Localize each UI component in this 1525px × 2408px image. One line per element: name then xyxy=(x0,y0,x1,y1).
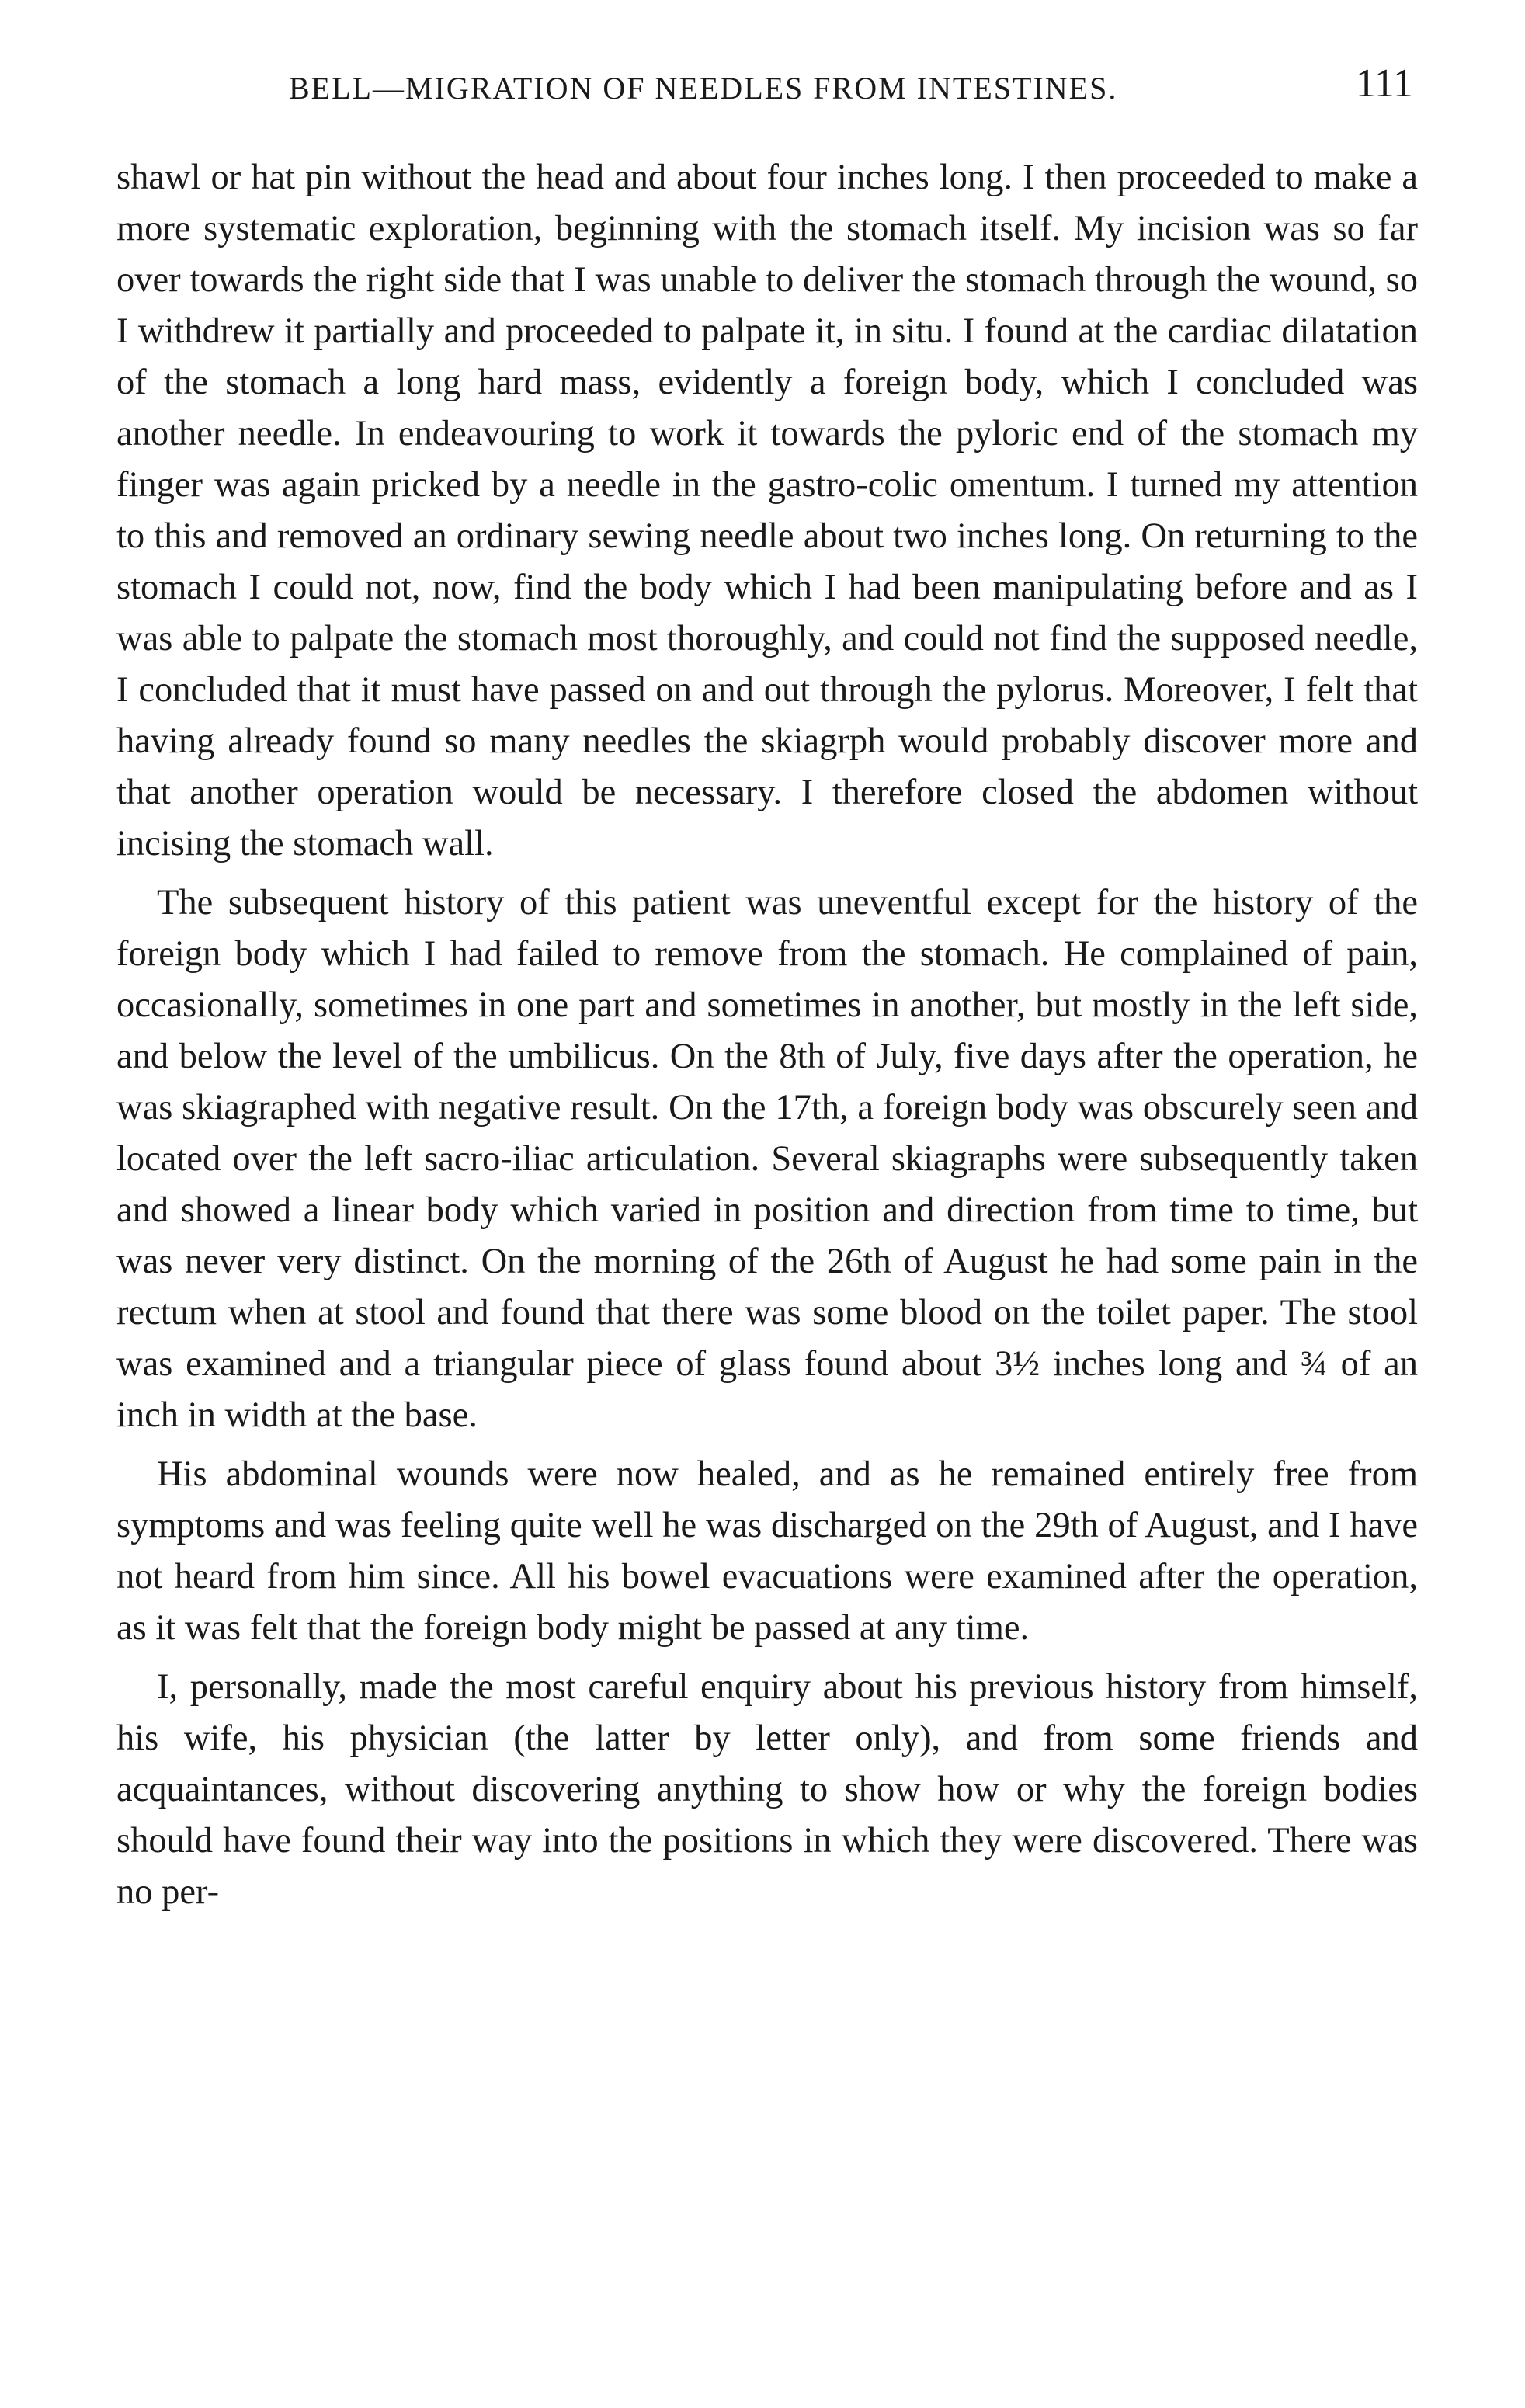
page-header xyxy=(155,61,1413,123)
paragraph-continued: shawl or hat pin without the head and about four inches long. I then proceeded to make a more systematic exploration, beginning with the stomach itself. My incision was so far over towards the right side that I was unable to deliver the stomach through the wound, so I withdrew it partially and proceeded to palpate it, in situ. I found at the cardiac dilatation of the stomach a long hard mass, evidently a foreign body, which I concluded was another needle. In endeavouring to work it towards the pyloric end of the stomach my finger was again pricked by a needle in the gastro-colic omentum. I turned my attention to this and removed an ordinary sewing needle about two inches long. On returning to the stomach I could not, now, find the body which I had been manipulating before and as I was able to palpate the stomach most thoroughly, and could not find the supposed needle, I concluded that it must have passed on and out through the pylorus. Moreover, I felt that having already found so many needles the skiagrph would probably discover more and that another operation would be necessary. I therefore closed the abdomen without incising the stomach wall. xyxy=(116,158,1418,863)
running-head: BELL—MIGRATION OF NEEDLES FROM INTESTINES. xyxy=(289,71,1118,106)
body-text xyxy=(116,152,1418,1918)
paragraph-enquiry: I, personally, made the most careful enquiry about his previous history from himself, his wife, his physician (the latter by letter only), and from some friends and acquaintances, without discovering anything to show how or why the foreign bodies should have found their way into the positions in which they were discovered. There was no per- xyxy=(116,1667,1418,1912)
paragraph-discharge: His abdominal wounds were now healed, and as he remained entirely free from symptoms and was feeling quite well he was discharged on the 29th of August, and I have not heard from him since. All his bowel evacuations were examined after the operation, as it was felt that the foreign body might be passed at any time. xyxy=(116,1454,1418,1648)
paragraph-subsequent-history: The subsequent history of this patient was uneventful except for the history of the foreign body which I had failed to remove from the stomach. He complained of pain, occasionally, sometimes in one part and sometimes in another, but mostly in the left side, and below the level of the umbilicus. On the 8th of July, five days after the operation, he was skiagraphed with negative result. On the 17th, a foreign body was obscurely seen and located over the left sacro-iliac articulation. Several skiagraphs were subsequently taken and showed a linear body which varied in position and direction from time to time, but was never very distinct. On the morning of the 26th of August he had some pain in the rectum when at stool and found that there was some blood on the toilet paper. The stool was examined and a triangular piece of glass found about 3½ inches long and ¾ of an inch in width at the base. xyxy=(116,883,1418,1435)
page-number: 111 xyxy=(1355,61,1413,106)
